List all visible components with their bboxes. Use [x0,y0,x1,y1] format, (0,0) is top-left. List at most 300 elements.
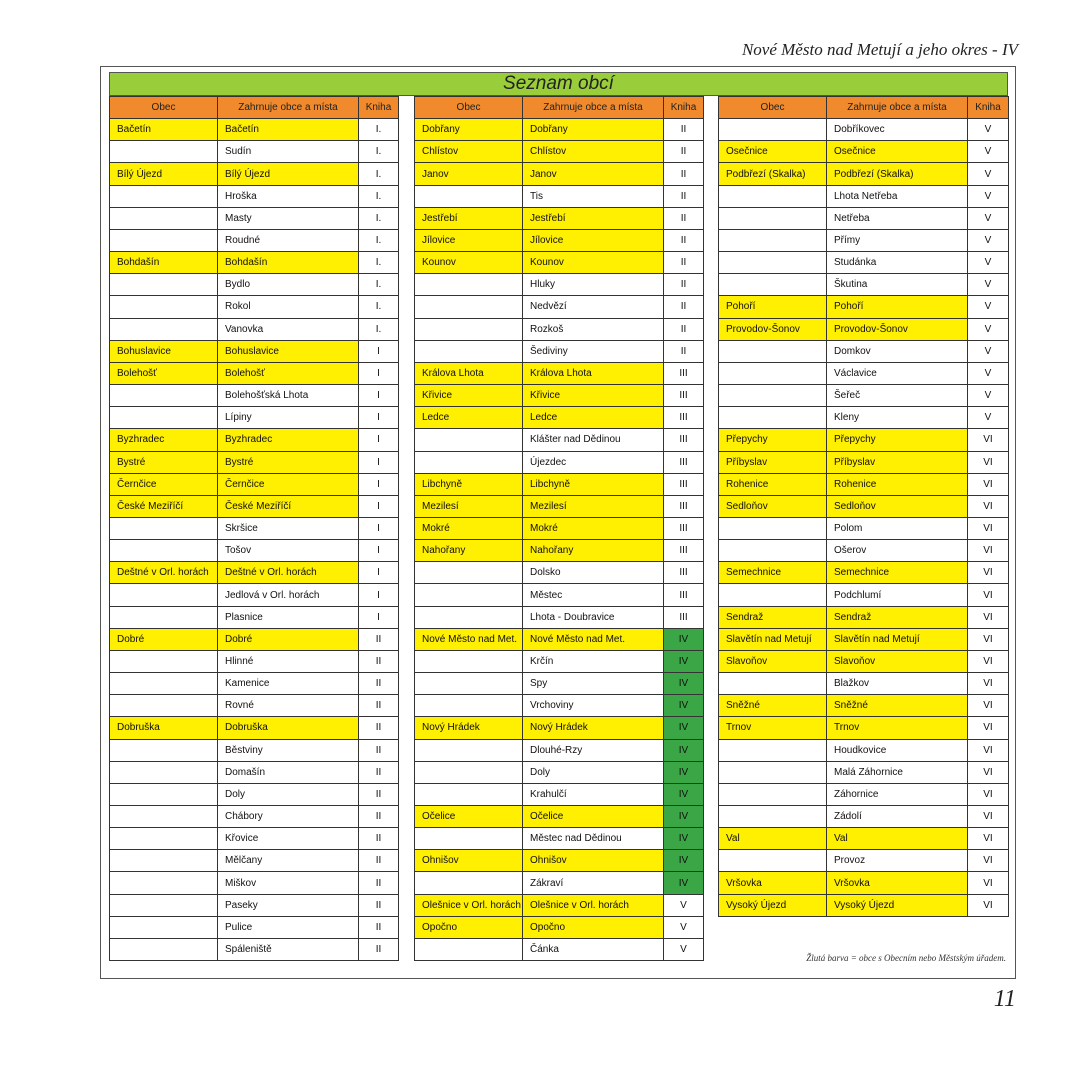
table-row [110,872,399,894]
table-row [415,916,704,938]
obec-cell: České Meziříčí [110,495,218,517]
place-cell: Městec nad Dědinou [523,828,664,850]
obec-cell [719,407,827,429]
book-cell: I [359,517,399,539]
place-cell: Přímy [827,229,968,251]
table-row [415,495,704,517]
obec-cell [719,229,827,251]
table-row [110,894,399,916]
place-cell: Tis [523,185,664,207]
municipality-table-2 [414,96,704,961]
book-cell: V [664,916,704,938]
place-cell: Semechnice [827,562,968,584]
place-cell: Městec [523,584,664,606]
obec-cell [719,119,827,141]
place-cell: Miškov [218,872,359,894]
book-cell: I. [359,141,399,163]
obec-cell [719,517,827,539]
place-cell: Mokré [523,517,664,539]
obec-cell: Jestřebí [415,207,523,229]
place-cell: Janov [523,163,664,185]
book-cell: VI [968,451,1009,473]
obec-cell: Bílý Újezd [110,163,218,185]
place-cell: Šeřeč [827,385,968,407]
book-cell: II [359,894,399,916]
book-cell: I. [359,119,399,141]
table-row [110,340,399,362]
place-cell: Bačetín [218,119,359,141]
obec-cell [415,451,523,473]
place-cell: Šediviny [523,340,664,362]
book-cell: I [359,473,399,495]
book-cell: I. [359,252,399,274]
obec-cell [110,850,218,872]
table-row [415,650,704,672]
place-cell: Zákraví [523,872,664,894]
place-cell: Roudné [218,229,359,251]
place-cell: Újezdec [523,451,664,473]
book-cell: I [359,385,399,407]
table-row [110,318,399,340]
book-cell: VI [968,850,1009,872]
book-cell: II [664,229,704,251]
place-cell: Očelice [523,806,664,828]
place-cell: Rozkoš [523,318,664,340]
place-cell: Osečnice [827,141,968,163]
table-row [719,695,1009,717]
table-row [415,119,704,141]
obec-cell [415,274,523,296]
place-cell: Hlinné [218,650,359,672]
book-cell: II [664,340,704,362]
table-row [415,473,704,495]
table-row [110,938,399,960]
obec-cell: Králova Lhota [415,362,523,384]
book-cell: VI [968,872,1009,894]
book-cell: III [664,385,704,407]
table-row [415,517,704,539]
place-cell: Dolsko [523,562,664,584]
table-row [719,207,1009,229]
obec-cell [110,916,218,938]
obec-cell: Sedloňov [719,495,827,517]
place-cell: Vrchoviny [523,695,664,717]
place-cell: Podbřezí (Skalka) [827,163,968,185]
table-row [415,938,704,960]
column-header-kniha: Kniha [968,97,1009,119]
book-cell: I [359,562,399,584]
table-row [110,385,399,407]
book-cell: VI [968,473,1009,495]
place-cell: Jedlová v Orl. horách [218,584,359,606]
table-row [110,916,399,938]
column-header-zahrnuje: Zahrnuje obce a místa [218,97,359,119]
place-cell: Plasnice [218,606,359,628]
obec-cell [110,695,218,717]
table-row [110,207,399,229]
table-row [415,695,704,717]
book-cell: V [968,318,1009,340]
table-row [415,318,704,340]
table-row [719,872,1009,894]
place-cell: Lípiny [218,407,359,429]
table-row [110,606,399,628]
obec-cell [719,340,827,362]
book-cell: II [359,806,399,828]
book-cell: IV [664,872,704,894]
place-cell: Mezilesí [523,495,664,517]
table-row [415,562,704,584]
book-cell: II [664,274,704,296]
place-cell: Hroška [218,185,359,207]
place-cell: Doly [218,783,359,805]
obec-cell: Libchyně [415,473,523,495]
table-row [110,650,399,672]
obec-cell: Kounov [415,252,523,274]
obec-cell [110,761,218,783]
place-cell: Bolehošťská Lhota [218,385,359,407]
table-row [415,207,704,229]
obec-cell [110,650,218,672]
obec-cell [110,185,218,207]
obec-cell: Nové Město nad Met. [415,628,523,650]
book-cell: I [359,340,399,362]
table-row [110,185,399,207]
book-cell: II [664,163,704,185]
obec-cell: Deštné v Orl. horách [110,562,218,584]
obec-cell: Trnov [719,717,827,739]
place-cell: Rokol [218,296,359,318]
table-row [415,783,704,805]
book-cell: IV [664,828,704,850]
table-row [719,229,1009,251]
obec-cell [415,938,523,960]
obec-cell: Byzhradec [110,429,218,451]
obec-cell: Přepychy [719,429,827,451]
obec-cell [719,207,827,229]
municipality-table-1 [109,96,399,961]
obec-cell: Pohoří [719,296,827,318]
book-cell: II [359,783,399,805]
book-cell: I. [359,229,399,251]
place-cell: Bohdašín [218,252,359,274]
table-row [719,274,1009,296]
table-row [110,407,399,429]
obec-cell [415,650,523,672]
book-cell: IV [664,717,704,739]
place-cell: Skršice [218,517,359,539]
place-cell: Studánka [827,252,968,274]
book-cell: V [968,362,1009,384]
book-cell: VI [968,540,1009,562]
place-cell: Králova Lhota [523,362,664,384]
book-cell: III [664,540,704,562]
book-cell: VI [968,628,1009,650]
place-cell: Vršovka [827,872,968,894]
obec-cell [415,783,523,805]
book-cell: I. [359,185,399,207]
book-cell: V [968,163,1009,185]
place-cell: Dlouhé-Rzy [523,739,664,761]
table-row [415,806,704,828]
table-row [719,894,1009,916]
obec-cell: Vršovka [719,872,827,894]
table-row [415,362,704,384]
table-row [110,806,399,828]
place-cell: Kleny [827,407,968,429]
place-cell: Provoz [827,850,968,872]
place-cell: Sedloňov [827,495,968,517]
column-header-zahrnuje: Zahrnuje obce a místa [523,97,664,119]
obec-cell [415,185,523,207]
table-row [110,362,399,384]
place-cell: Spy [523,673,664,695]
obec-cell [415,584,523,606]
table-row [415,385,704,407]
table-row [415,163,704,185]
book-cell: II [359,739,399,761]
obec-cell [110,207,218,229]
place-cell: Vanovka [218,318,359,340]
book-cell: VI [968,517,1009,539]
column-header-kniha: Kniha [359,97,399,119]
place-cell: Nahořany [523,540,664,562]
table-row [719,517,1009,539]
place-cell: Masty [218,207,359,229]
obec-cell: Olešnice v Orl. horách [415,894,523,916]
column-header-zahrnuje: Zahrnuje obce a místa [827,97,968,119]
table-row [719,473,1009,495]
book-cell: VI [968,739,1009,761]
book-cell: II [664,141,704,163]
obec-cell: Bohuslavice [110,340,218,362]
table-row [415,894,704,916]
book-cell: II [359,761,399,783]
book-cell: III [664,517,704,539]
book-cell: III [664,451,704,473]
place-cell: Čánka [523,938,664,960]
page-number: 11 [993,986,1016,1012]
column-header-obec: Obec [110,97,218,119]
book-cell: V [968,185,1009,207]
table-row [110,739,399,761]
obec-cell [719,274,827,296]
obec-cell [110,540,218,562]
obec-cell [719,540,827,562]
table-row [719,296,1009,318]
table-row [110,163,399,185]
place-cell: Netřeba [827,207,968,229]
legend-note: Žlutá barva = obce s Obecním nebo Městským úřadem. [806,953,1006,963]
obec-cell [110,606,218,628]
table-row [110,828,399,850]
book-cell: V [968,407,1009,429]
obec-cell [110,229,218,251]
table-row [110,119,399,141]
place-cell: Dobruška [218,717,359,739]
obec-cell [719,850,827,872]
obec-cell [110,517,218,539]
book-cell: III [664,584,704,606]
place-cell: Lhota - Doubravice [523,606,664,628]
obec-cell: Slavoňov [719,650,827,672]
place-cell: Polom [827,517,968,539]
book-cell: V [664,894,704,916]
obec-cell: Nahořany [415,540,523,562]
obec-cell: Ohnišov [415,850,523,872]
place-cell: Zádolí [827,806,968,828]
list-title-banner: Seznam obcí [109,72,1008,96]
table-row [719,163,1009,185]
page-header-title: Nové Město nad Metují a jeho okres - IV [741,40,1018,59]
place-cell: Libchyně [523,473,664,495]
obec-cell [719,806,827,828]
book-cell: IV [664,761,704,783]
place-cell: Blažkov [827,673,968,695]
book-cell: V [968,274,1009,296]
table-row [719,385,1009,407]
municipality-table-3 [718,96,1009,917]
place-cell: Malá Záhornice [827,761,968,783]
book-cell: VI [968,828,1009,850]
place-cell: Nedvězí [523,296,664,318]
book-cell: II [359,628,399,650]
book-cell: V [968,296,1009,318]
place-cell: Ošerov [827,540,968,562]
table-row [719,739,1009,761]
obec-cell [110,872,218,894]
table-row [719,185,1009,207]
obec-cell: Slavětín nad Metují [719,628,827,650]
obec-cell: Janov [415,163,523,185]
place-cell: Domkov [827,340,968,362]
book-cell: II [664,296,704,318]
table-row [415,717,704,739]
table-row [110,673,399,695]
book-cell: VI [968,783,1009,805]
obec-cell [110,828,218,850]
place-cell: Slavoňov [827,650,968,672]
table-row [110,429,399,451]
place-cell: Deštné v Orl. horách [218,562,359,584]
obec-cell: Osečnice [719,141,827,163]
obec-cell [719,584,827,606]
table-row [110,695,399,717]
table-row [415,850,704,872]
column-header-obec: Obec [415,97,523,119]
obec-cell [110,318,218,340]
obec-cell [719,185,827,207]
book-cell: IV [664,739,704,761]
book-cell: II [664,185,704,207]
table-row [415,872,704,894]
obec-cell [110,739,218,761]
table-row [110,717,399,739]
book-cell: I [359,606,399,628]
obec-cell [415,761,523,783]
place-cell: Provodov-Šonov [827,318,968,340]
place-cell: Bílý Újezd [218,163,359,185]
book-cell: VI [968,761,1009,783]
obec-cell [719,761,827,783]
place-cell: Záhornice [827,783,968,805]
table-row [719,362,1009,384]
book-cell: II [359,650,399,672]
place-cell: Nový Hrádek [523,717,664,739]
obec-cell: Chlístov [415,141,523,163]
book-cell: V [968,385,1009,407]
table-row [110,517,399,539]
obec-cell [110,806,218,828]
obec-cell [415,340,523,362]
obec-cell [110,938,218,960]
table-row [719,584,1009,606]
book-cell: III [664,606,704,628]
obec-cell [110,274,218,296]
table-row [719,628,1009,650]
obec-cell [110,141,218,163]
place-cell: Bystré [218,451,359,473]
place-cell: Olešnice v Orl. horách [523,894,664,916]
obec-cell [719,362,827,384]
place-cell: Příbyslav [827,451,968,473]
table-row [415,673,704,695]
obec-cell: Val [719,828,827,850]
book-cell: I. [359,274,399,296]
table-row [110,296,399,318]
obec-cell [415,739,523,761]
obec-cell: Bačetín [110,119,218,141]
table-row [719,340,1009,362]
place-cell: Černčice [218,473,359,495]
table-row [719,783,1009,805]
book-cell: II [359,673,399,695]
place-cell: Sendraž [827,606,968,628]
table-row [719,407,1009,429]
book-cell: VI [968,717,1009,739]
table-row [719,761,1009,783]
obec-cell [415,296,523,318]
place-cell: Sudín [218,141,359,163]
place-cell: Paseky [218,894,359,916]
table-row [110,628,399,650]
book-cell: I [359,495,399,517]
obec-cell: Křivice [415,385,523,407]
place-cell: Spáleniště [218,938,359,960]
book-cell: V [968,252,1009,274]
obec-cell: Vysoký Újezd [719,894,827,916]
table-row [415,739,704,761]
place-cell: Křivice [523,385,664,407]
book-cell: I. [359,163,399,185]
book-cell: VI [968,495,1009,517]
obec-cell: Sendraž [719,606,827,628]
table-row [415,761,704,783]
table-row [110,252,399,274]
table-row [719,495,1009,517]
book-cell: II [664,252,704,274]
obec-cell: Sněžné [719,695,827,717]
obec-cell: Podbřezí (Skalka) [719,163,827,185]
place-cell: Bolehošť [218,362,359,384]
table-row [415,540,704,562]
table-row [719,828,1009,850]
obec-cell [415,828,523,850]
place-cell: Kamenice [218,673,359,695]
place-cell: Škutina [827,274,968,296]
place-cell: Krčín [523,650,664,672]
place-cell: Dobřany [523,119,664,141]
